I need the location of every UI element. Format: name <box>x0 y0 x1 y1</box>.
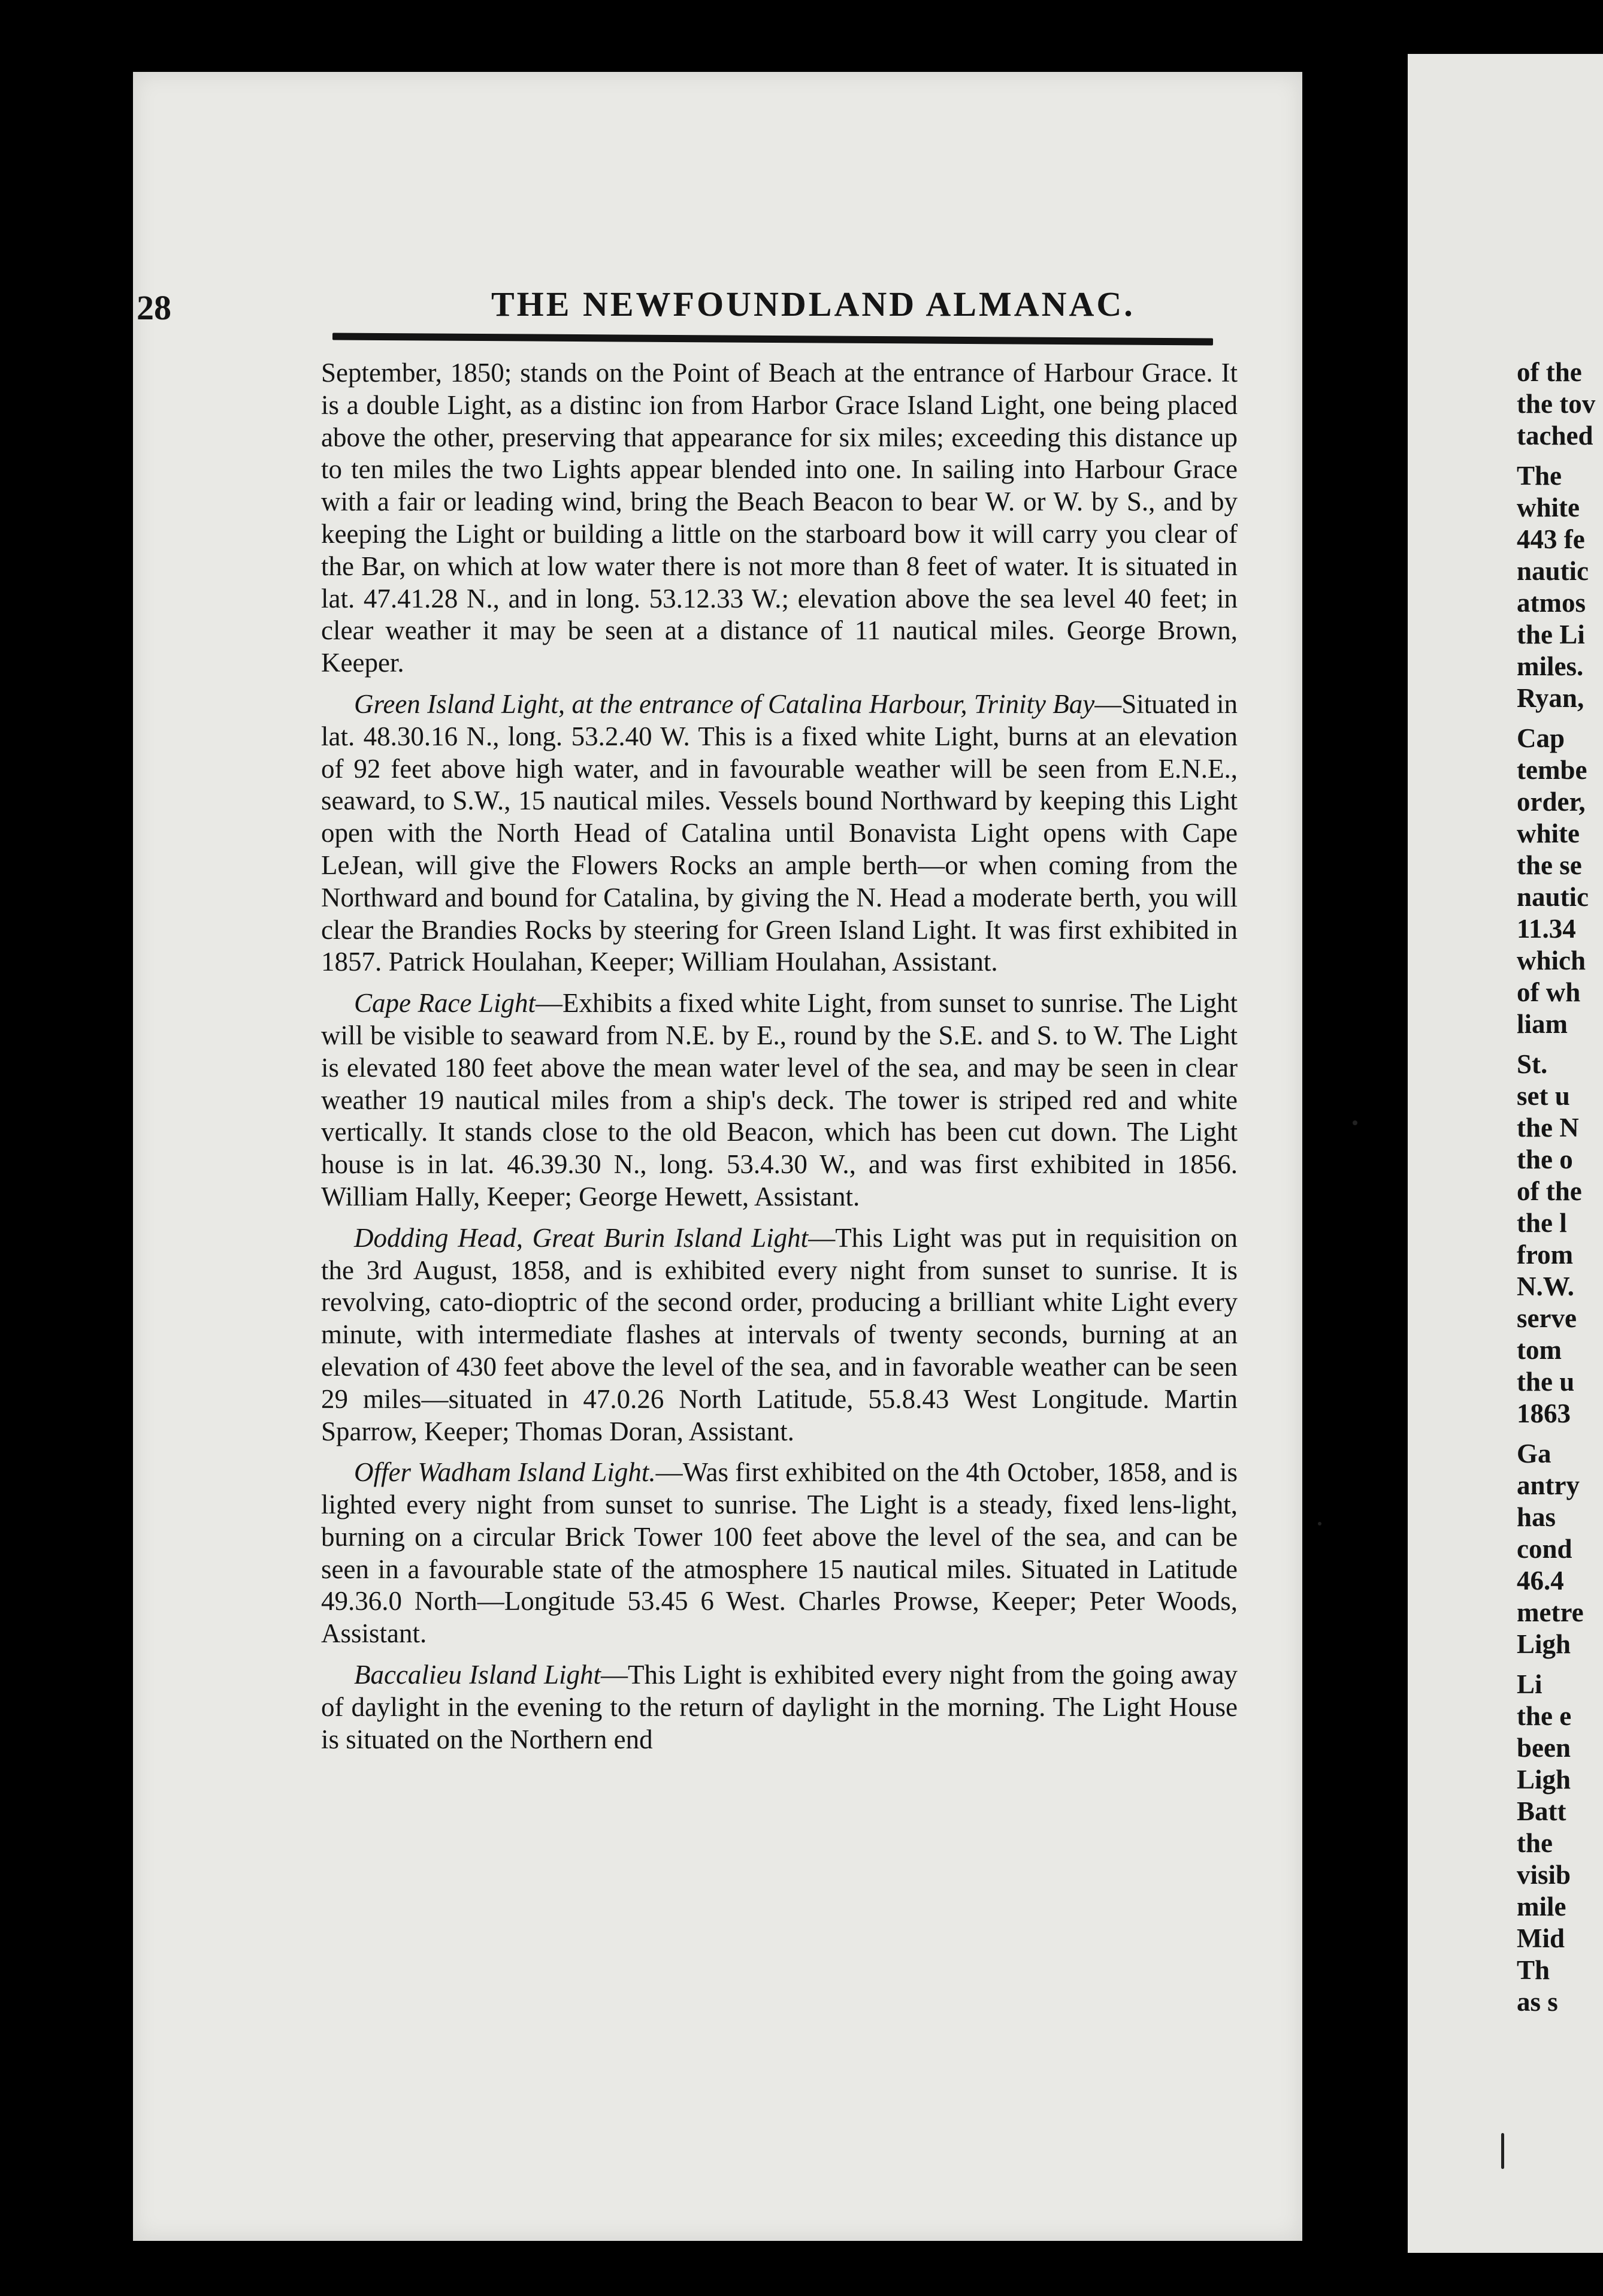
right-page-line: Li <box>1517 1669 1542 1699</box>
right-page-line: the se <box>1517 850 1582 880</box>
entry-title: Offer Wadham Island Light. <box>354 1457 656 1488</box>
entry-harbour-grace-beach <box>321 357 1238 679</box>
right-page-line: the Li <box>1517 620 1585 649</box>
right-page-line: set u <box>1517 1081 1570 1111</box>
entry-text: —Exhibits a fixed white Light, from sunset to sunrise. The Light will be visible to seaward from N.E. by E., round by the S.E. and S. to W. The Light is elevated 180 feet above the mean water level of the sea, and may be seen in clear weather 19 nautical miles from a ship's deck. The tower is striped red and white vertically. It stands close to the old Beacon, which has been cut down. The Light house is in lat. 46.39.30 N., long. 53.4.30 W., and was first exhibited in 1856. William Hally, Keeper; George Hewett, Assistant. <box>321 988 1238 1212</box>
entry-baccalieu <box>321 1659 1238 1756</box>
paragraph-gap <box>1517 1430 1603 1438</box>
right-page-line: white <box>1517 818 1580 848</box>
paragraph-gap <box>1517 452 1603 460</box>
right-page-line: liam <box>1517 1009 1568 1039</box>
right-page-line: serve <box>1517 1303 1577 1333</box>
right-page-line: 46.4 <box>1517 1566 1564 1596</box>
right-page-line: white <box>1517 493 1580 522</box>
paragraph-gap <box>1517 714 1603 723</box>
right-page-line: tembe <box>1517 755 1587 785</box>
entry-text: —Situated in lat. 48.30.16 N., long. 53.2.40 W. This is a fixed white Light, burns at an elevation of 92 feet above high water, and in favourable weather will be seen from E.N.E., seaward, to S.W., 15 nautical miles. Vessels bound Northward by keeping this Light open with the North Head of Catalina until Bonavista Light opens with Cape LeJean, will give the Flowers Rocks an ample berth—or when coming from the Northward and bound for Catalina, by giving the N. Head a moderate berth, you will clear the Brandies Rocks by steering for Green Island Light. It was first exhibited in 1857. Patrick Houlahan, Keeper; William Houlahan, Assistant. <box>321 688 1238 977</box>
right-page-line: the u <box>1517 1367 1575 1397</box>
right-page-line: tached <box>1517 421 1593 451</box>
right-page-line: the e <box>1517 1701 1572 1731</box>
right-page-line: Batt <box>1517 1796 1566 1826</box>
right-page-line: visib <box>1517 1860 1571 1890</box>
right-page-line: antry <box>1517 1470 1580 1500</box>
entry-text: —This Light is exhibited every night from the going away of daylight in the evening to the return of daylight in the morning. The Light House is situated on the Northern end <box>321 1660 1238 1754</box>
entry-title: Green Island Light, at the entrance of Catalina Harbour, Trinity Bay <box>354 688 1095 719</box>
right-page-line: St. <box>1517 1049 1548 1079</box>
print-speck <box>1318 1522 1321 1525</box>
right-page-line: the N <box>1517 1113 1579 1143</box>
right-page-line: from <box>1517 1240 1574 1270</box>
entry-text: —This Light was put in requisition on the 3rd August, 1858, and is exhibited every night from sunset to sunrise. It is revolving, cato-dioptric of the second order, producing a brilliant white Light every minute, with intermediate flashes at intervals of twenty seconds, burning at an elevation of 430 feet above the level of the sea, and in favorable weather can be seen 29 miles—situated in 47.0.26 North Latitude, 55.8.43 West Longitude. Martin Sparrow, Keeper; Thomas Doran, Assistant. <box>321 1222 1238 1446</box>
print-speck <box>1353 1120 1357 1125</box>
right-page-text <box>1517 357 1603 2018</box>
entry-text: —Was first exhibited on the 4th October, 1858, and is lighted every night from sunset to sunrise. The Light is a steady, fixed lens-light, burning on a circular Brick Tower 100 feet above the level of the sea, and can be seen in a favourable state of the atmosphere 15 nautical miles. Situated in Latitude 49.36.0 North—Longitude 53.45 6 West. Charles Prowse, Keeper; Peter Woods, Assistant. <box>321 1457 1238 1649</box>
right-page-line: of the <box>1517 357 1582 387</box>
right-page-line: of the <box>1517 1176 1582 1206</box>
right-page-line: mile <box>1517 1892 1566 1922</box>
right-page-line: has <box>1517 1502 1556 1532</box>
entry-offer-wadham <box>321 1457 1238 1650</box>
right-page-line: miles. <box>1517 651 1584 681</box>
right-page-line: cond <box>1517 1534 1572 1564</box>
right-page-line: which <box>1517 945 1586 975</box>
right-page-line: atmos <box>1517 588 1586 618</box>
right-page-line: N.W. <box>1517 1271 1574 1301</box>
right-page-line: Th <box>1517 1955 1550 1985</box>
right-page-line: nautic <box>1517 882 1589 912</box>
right-page-line: metre <box>1517 1597 1584 1627</box>
right-page-line: nautic <box>1517 556 1589 586</box>
right-page-line: of wh <box>1517 977 1581 1007</box>
body-text <box>321 357 1238 1765</box>
right-page-line: Ligh <box>1517 1765 1571 1794</box>
entry-text: September, 1850; stands on the Point of Beach at the entrance of Harbour Grace. It is a double Light, as a distinc ion from Harbor Grace Island Light, one being placed above the other, preserving that appearance for six miles; exceeding this distance up to ten miles the two Lights appear blended into one. In sailing into Harbour Grace with a fair or leading wind, bring the Beach Beacon to bear W. or W. by S., and by keeping the Light or building a little on the starboard bow it will carry you clear of the Bar, on which at low water there is not more than 8 feet of water. It is situated in lat. 47.41.28 N., and in long. 53.12.33 W.; elevation above the sea level 40 feet; in clear weather it may be seen at a distance of 11 nautical miles. George Brown, Keeper. <box>321 358 1238 678</box>
entry-cape-race <box>321 987 1238 1213</box>
entry-title: Dodding Head, Great Burin Island Light <box>354 1222 809 1253</box>
right-page-line: Cap <box>1517 723 1565 753</box>
page-number: 28 <box>137 288 171 327</box>
right-page-line: the tov <box>1517 389 1596 419</box>
entry-title: Baccalieu Island Light <box>354 1660 601 1690</box>
entry-dodding-head <box>321 1222 1238 1448</box>
right-page-line: 443 fe <box>1517 524 1585 554</box>
print-speck <box>1501 2133 1504 2169</box>
right-page-line: 1863 <box>1517 1398 1571 1428</box>
paragraph-gap <box>1517 1040 1603 1049</box>
right-page-line: Ga <box>1517 1439 1551 1469</box>
right-page-line: the <box>1517 1828 1553 1858</box>
right-page-line: The <box>1517 461 1562 491</box>
right-page-line: Mid <box>1517 1923 1565 1953</box>
right-page-line: Ligh <box>1517 1629 1571 1659</box>
right-page-line: Ryan, <box>1517 683 1584 713</box>
paragraph-gap <box>1517 1660 1603 1669</box>
running-title: THE NEWFOUNDLAND ALMANAC. <box>491 285 1135 324</box>
right-page-line: 11.34 <box>1517 914 1576 944</box>
right-page-line: order, <box>1517 787 1586 817</box>
right-page-line: tom <box>1517 1335 1562 1365</box>
right-page-line: the o <box>1517 1144 1573 1174</box>
entry-green-island <box>321 688 1238 978</box>
right-page-line: as s <box>1517 1987 1558 2017</box>
right-page-line: been <box>1517 1733 1571 1763</box>
right-page-line: the l <box>1517 1208 1567 1238</box>
entry-title: Cape Race Light <box>354 988 536 1019</box>
